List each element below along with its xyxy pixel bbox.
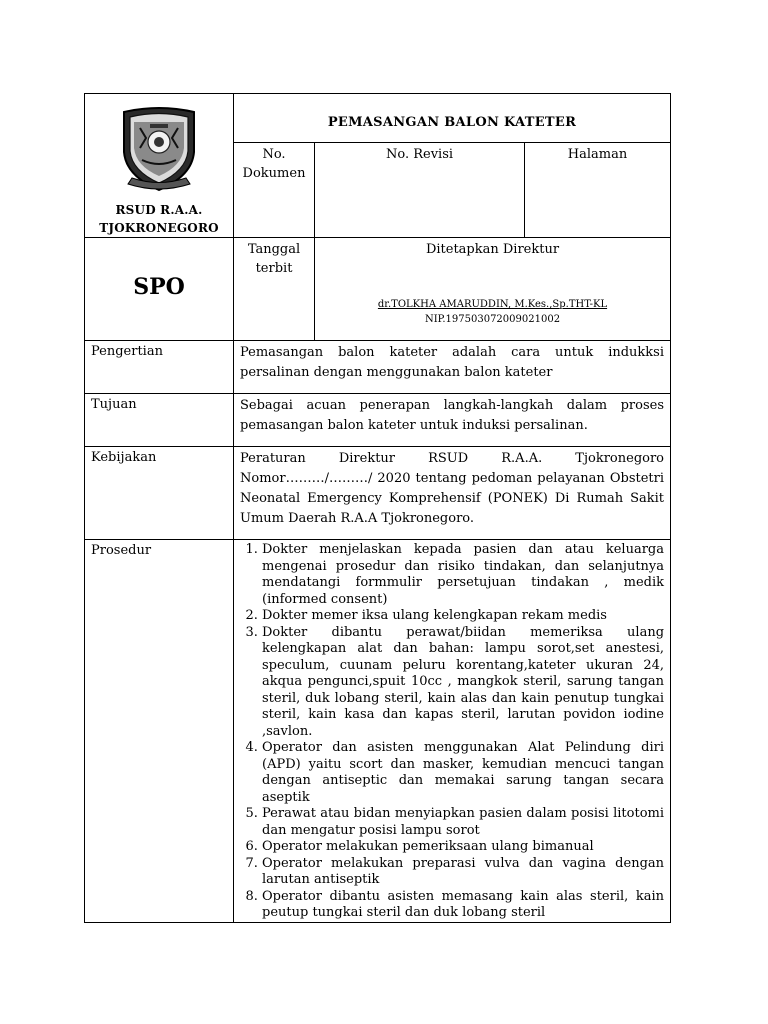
ditetapkan-direktur-cell [315,238,671,341]
no-dokumen-label-1: No. [262,146,286,162]
prosedur-step: 1. Dokter menjelaskan kepada pasien dan atau keluarga mengenai prosedur dan risiko tindakan, dan selanjutnya mendatangi formmulir persetujuan tindakan , medik (informed consent) [262,542,664,608]
no-dokumen-cell [234,142,315,237]
hospital-identity-cell [85,94,234,238]
prosedur-step: 3. Dokter dibantu perawat/biidan memeriksa ulang kelengkapan alat dan bahan: lampu sorot,set anestesi, speculum, cuunam peluru korentang,kateter ukuran 24, akqua pengunci,spuit 10cc , mangkok steril, sarung tangan steril, duk lobang steril, kain alas dan kain penutup tungkai steril, kain kasa dan kapas steril, larutan povidon iodine ,savlon. [262,625,664,741]
prosedur-step: 5. Perawat atau bidan menyiapkan pasien dalam posisi litotomi dan mengatur posisi lampu sorot [262,806,664,839]
prosedur-step: 6. Operator melakukan pemeriksaan ulang bimanual [262,839,664,856]
no-revisi-label: No. Revisi [385,146,454,162]
prosedur-step: 8. Operator dibantu asisten memasang kain alas steril, kain peutup tungkai steril dan duk lobang steril [262,889,664,922]
prosedur-step: 7. Operator melakukan preparasi vulva dan vagina dengan larutan antiseptik [262,856,664,889]
tanggal-label-1: Tanggal [247,242,301,257]
tujuan-label: Tujuan [85,394,234,447]
pengertian-label: Pengertian [85,341,234,394]
spo-table [84,93,671,923]
ditetapkan-label: Ditetapkan Direktur [425,242,560,257]
kebijakan-text: Peraturan Direktur RSUD R.A.A. Tjokronegoro Nomor………/………/ 2020 tentang pedoman pelayanan Obstetri Neonatal Emergency Komprehensif (PONEK) Di Rumah Sakit Umum Daerah R.A.A Tjokronegoro. [234,447,671,540]
hospital-name-line2: TJOKRONEGORO [99,221,219,235]
prosedur-step: 4. Operator dan asisten menggunakan Alat Pelindung diri (APD) yaitu scort dan masker, kemudian mencuci tangan dengan antiseptic dan memakai sarung tangan secara aseptik [262,740,664,806]
tanggal-terbit-cell [234,238,315,341]
prosedur-cell [234,540,671,923]
spo-label: SPO [133,274,185,300]
prosedur-step: 2. Dokter memer iksa ulang kelengkapan rekam medis [262,608,664,625]
director-nip: NIP.197503072009021002 [424,314,561,325]
director-name: dr.TOLKHA AMARUDDIN, M.Kes.,Sp.THT-KL [377,299,608,310]
tujuan-text: Sebagai acuan penerapan langkah-langkah dalam proses pemasangan balon kateter untuk induksi persalinan. [234,394,671,447]
prosedur-label: Prosedur [85,540,234,923]
spo-cell [85,238,234,341]
no-revisi-cell [315,142,525,237]
no-dokumen-label-2: Dokumen [242,165,306,181]
kebijakan-label: Kebijakan [85,447,234,540]
halaman-label: Halaman [567,146,628,162]
prosedur-list [240,542,664,922]
pengertian-text: Pemasangan balon kateter adalah cara untuk indukksi persalinan dengan menggunakan balon kateter [234,341,671,394]
document-title: PEMASANGAN BALON KATETER [234,94,671,143]
halaman-cell [525,142,671,237]
regency-shield-emblem-icon [120,104,198,192]
tanggal-label-2: terbit [255,261,293,276]
spo-document [84,93,670,923]
hospital-name-line1: RSUD R.A.A. [115,203,203,217]
